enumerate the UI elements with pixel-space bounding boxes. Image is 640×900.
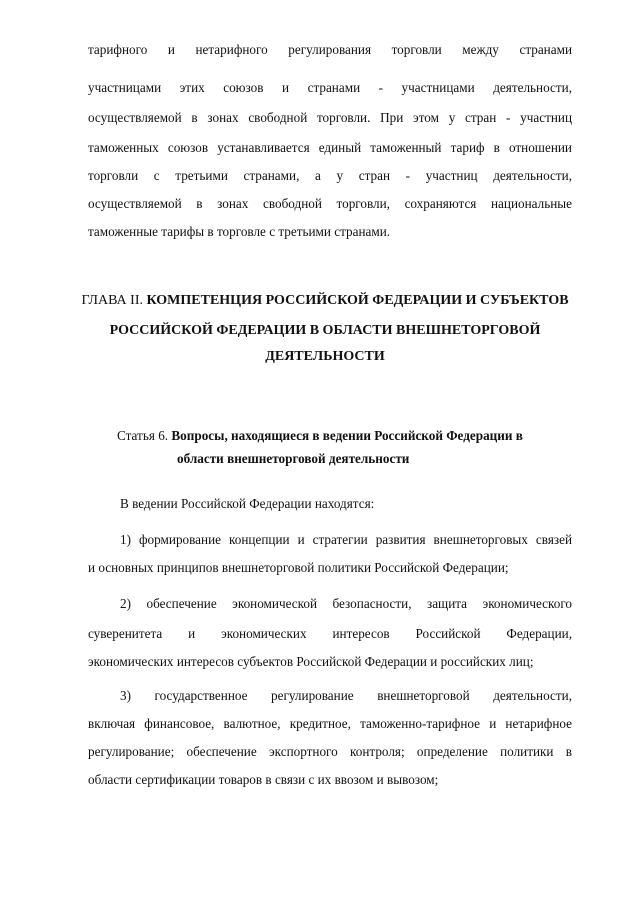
chapter-prefix: ГЛАВА II. [81, 293, 143, 308]
body-lead: В ведении Российской Федерации находятся: [120, 496, 375, 511]
item-3-line-3: регулирование; обеспечение экспортного контроля; определение политики в [88, 744, 572, 759]
chapter-heading-line-2: РОССИЙСКОЙ ФЕДЕРАЦИИ В ОБЛАСТИ ВНЕШНЕТОРГОВОЙ [109, 323, 541, 338]
item-2-line-3: экономических интересов субъектов Российской Федерации и российских лиц; [88, 654, 534, 669]
intro-line-2: участницами этих союзов и странами - участницами деятельности, [88, 80, 572, 95]
article-label: Статья 6. [117, 428, 169, 443]
item-2-line-1: 2) обеспечение экономической безопасности, защита экономического [120, 596, 572, 611]
chapter-heading-line-1 [60, 292, 590, 310]
intro-line-7: таможенные тарифы в торговле с третьими странами. [88, 224, 391, 239]
article-heading [117, 428, 523, 444]
intro-line-4: таможенных союзов устанавливается единый таможенный тариф в отношении [88, 140, 572, 155]
intro-line-1: тарифного и нетарифного регулирования торговли между странами [88, 42, 572, 57]
article-title-line-1: Вопросы, находящиеся в ведении Российской Федерации в [171, 428, 523, 443]
chapter-title-part-1: КОМПЕТЕНЦИЯ РОССИЙСКОЙ ФЕДЕРАЦИИ И СУБЪЕКТОВ [146, 293, 569, 308]
item-3-line-4: области сертификации товаров в связи с их ввозом и вывозом; [88, 772, 439, 787]
item-3-line-1: 3) государственное регулирование внешнеторговой деятельности, [120, 688, 572, 703]
item-2-line-2: суверенитета и экономических интересов Российской Федерации, [88, 626, 572, 641]
item-1-line-1: 1) формирование концепции и стратегии развития внешнеторговых связей [120, 532, 572, 547]
article-heading-line-2 [177, 451, 409, 467]
article-title-line-2: области внешнеторговой деятельности [177, 451, 410, 466]
item-3-line-2: включая финансовое, валютное, кредитное, таможенно-тарифное и нетарифное [88, 716, 572, 731]
intro-line-3: осуществляемой в зонах свободной торговли. При этом у стран - участниц [88, 110, 572, 125]
intro-line-5: торговли с третьими странами, а у стран - участниц деятельности, [88, 168, 572, 183]
item-1-line-2: и основных принципов внешнеторговой политики Российской Федерации; [88, 560, 509, 575]
chapter-heading-line-3: ДЕЯТЕЛЬНОСТИ [265, 349, 385, 364]
intro-line-6: осуществляемой в зонах свободной торговли, сохраняются национальные [88, 196, 572, 211]
